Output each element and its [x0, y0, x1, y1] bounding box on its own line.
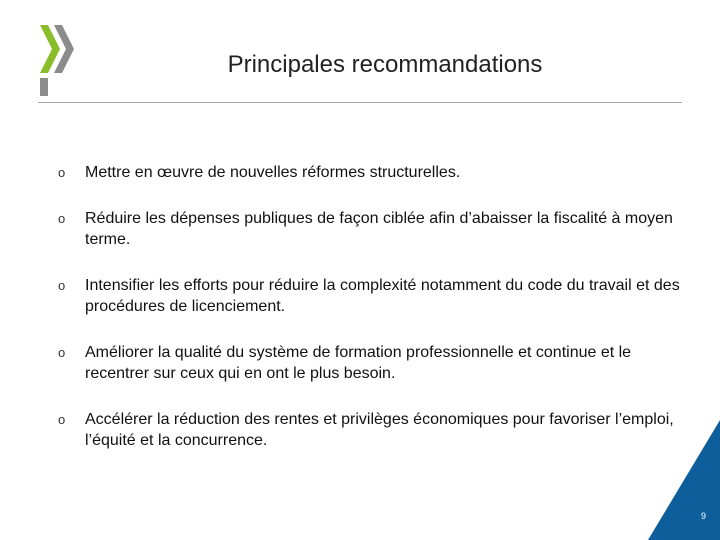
bullet-marker: o [58, 278, 66, 293]
list-item [58, 342, 688, 384]
corner-triangle-decoration [648, 420, 720, 540]
list-item [58, 208, 688, 250]
bullet-marker: o [58, 412, 66, 427]
list-item-text: Intensifier les efforts pour réduire la complexité notamment du code du travail et des procédures de licenciement. [85, 277, 680, 315]
bullet-marker: o [58, 211, 66, 226]
page-number: 9 [700, 511, 706, 521]
list-item-text: Améliorer la qualité du système de formation professionnelle et continue et le recentrer sur ceux qui en ont le plus besoin. [85, 344, 632, 382]
bullet-marker: o [58, 165, 66, 180]
list-item [58, 409, 688, 451]
list-item [58, 162, 688, 183]
logo-bar-gray [40, 78, 48, 96]
corner-triangle-shape [648, 420, 720, 540]
list-item-text: Réduire les dépenses publiques de façon ciblée afin d’abaisser la fiscalité à moyen terme. [85, 210, 673, 248]
oecd-chevron-logo-icon [38, 22, 78, 98]
list-item [58, 275, 688, 317]
recommendations-list [58, 162, 688, 451]
page-title: Principales recommandations [227, 51, 543, 78]
bullet-marker: o [58, 345, 66, 360]
list-item-text: Accélérer la réduction des rentes et privilèges économiques pour favoriser l’emploi, l’équité et la concurrence. [85, 411, 674, 449]
title-divider [38, 102, 682, 103]
logo-chevron-green [40, 25, 60, 73]
list-item-text: Mettre en œuvre de nouvelles réformes structurelles. [85, 164, 461, 181]
